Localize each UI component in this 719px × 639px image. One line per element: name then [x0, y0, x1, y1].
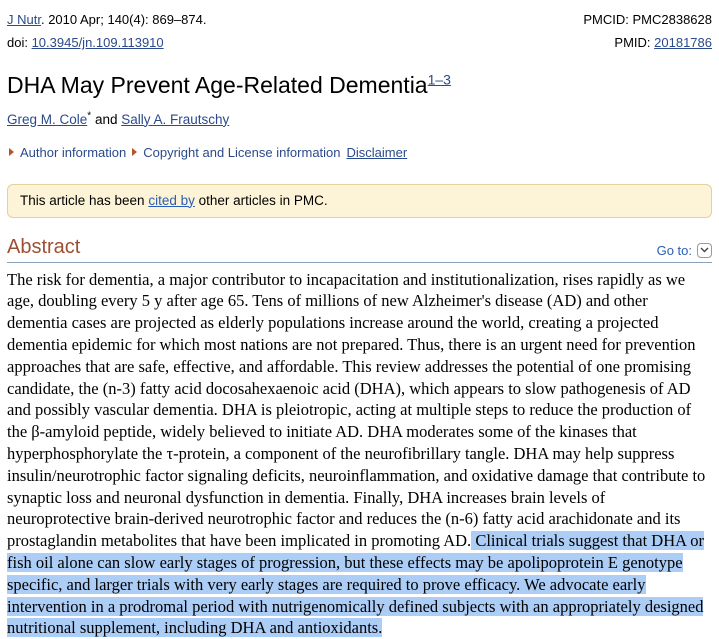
article-ids-block	[583, 8, 712, 54]
goto-menu-button[interactable]	[657, 243, 712, 258]
journal-citation-block	[7, 8, 206, 54]
journal-citation-line	[7, 8, 206, 31]
abstract-heading: Abstract	[7, 235, 81, 258]
pmid-line	[583, 31, 712, 54]
goto-label: Go to:	[656, 242, 692, 258]
doi-link[interactable]: 10.3945/jn.109.113910	[31, 35, 164, 50]
pmid-label: PMID:	[614, 35, 655, 50]
article-info-row	[7, 145, 712, 160]
doi-line	[7, 31, 206, 54]
copyright-information-toggle[interactable]: Copyright and License information	[143, 144, 341, 160]
abstract-paragraph	[7, 269, 712, 639]
pmcid-value: PMC2838628	[632, 12, 712, 27]
authors-separator: and	[91, 111, 122, 127]
citation-header	[7, 8, 712, 54]
abstract-text-plain: The risk for dementia, a major contributor to incapacitation and institutionalization, rises rapidly as we age, doubling every 5 y after age 65. Tens of millions of new Alzheimer's disease (AD) and other dementia cases are projected as elderly populations increase around the world, creating a projected dementia epidemic for which most nations are not prepared. Thus, there is an urgent need for prevention approaches that are safe, effective, and affordable. This review addresses the potential of one promising candidate, the (n-3) fatty acid docosahexaenoic acid (DHA), which appears to slow pathogenesis of AD and possibly vascular dementia. DHA is pleiotropic, acting at multiple steps to reduce the production of the β-amyloid peptide, widely believed to initiate AD. DHA moderates some of the kinases that hyperphosphorylate the τ-protein, a component of the neurofibrillary tangle. DHA may help suppress insulin/neurotrophic factor signaling deficits, neuroinflammation, and oxidative damage that contribute to synaptic loss and neuronal dysfunction in dementia. Finally, DHA increases brain levels of neuroprotective brain-derived neurotrophic factor and reduces the (n-6) fatty acid arachidonate and its prostaglandin metabolites that have been implicated in promoting AD.	[7, 269, 706, 551]
chevron-down-icon[interactable]	[697, 243, 712, 258]
author-information-toggle[interactable]: Author information	[20, 144, 127, 160]
doi-label: doi:	[7, 35, 32, 50]
pmcid-line	[583, 8, 712, 31]
journal-citation-rest: . 2010 Apr; 140(4): 869–874.	[40, 12, 207, 27]
authors-line	[7, 112, 712, 127]
page-title	[7, 72, 712, 100]
author-link-frautschy[interactable]: Sally A. Frautschy	[121, 111, 230, 127]
cited-by-text-after: other articles in PMC.	[194, 192, 328, 208]
abstract-text-selected: Clinical trials suggest that DHA or fish oil alone can slow early stages of progression, but these effects may be apolipoprotein E genotype specific, and larger trials with very early stages are required to prove efficacy. We advocate early intervention in a prodromal period with nutrigenomically defined subjects with an appropriately designed nutritional supplement, including DHA and antioxidants.	[7, 531, 704, 638]
title-footnote-link[interactable]: 1–3	[427, 71, 451, 88]
author-link-cole[interactable]: Greg M. Cole	[7, 111, 88, 127]
article-title-text: DHA May Prevent Age-Related Dementia	[7, 72, 428, 98]
cited-by-text-before: This article has been	[20, 192, 149, 208]
abstract-section-header	[7, 236, 712, 263]
journal-link[interactable]: J Nutr	[7, 12, 41, 27]
author-asterisk: *	[87, 110, 92, 122]
disclaimer-link[interactable]: Disclaimer	[346, 144, 408, 160]
arrow-bullet-icon	[9, 148, 14, 156]
pmcid-label: PMCID:	[583, 12, 633, 27]
cited-by-link[interactable]: cited by	[148, 192, 195, 208]
pmid-link[interactable]: 20181786	[654, 35, 712, 50]
cited-by-notice	[7, 184, 712, 218]
arrow-bullet-icon	[132, 148, 137, 156]
